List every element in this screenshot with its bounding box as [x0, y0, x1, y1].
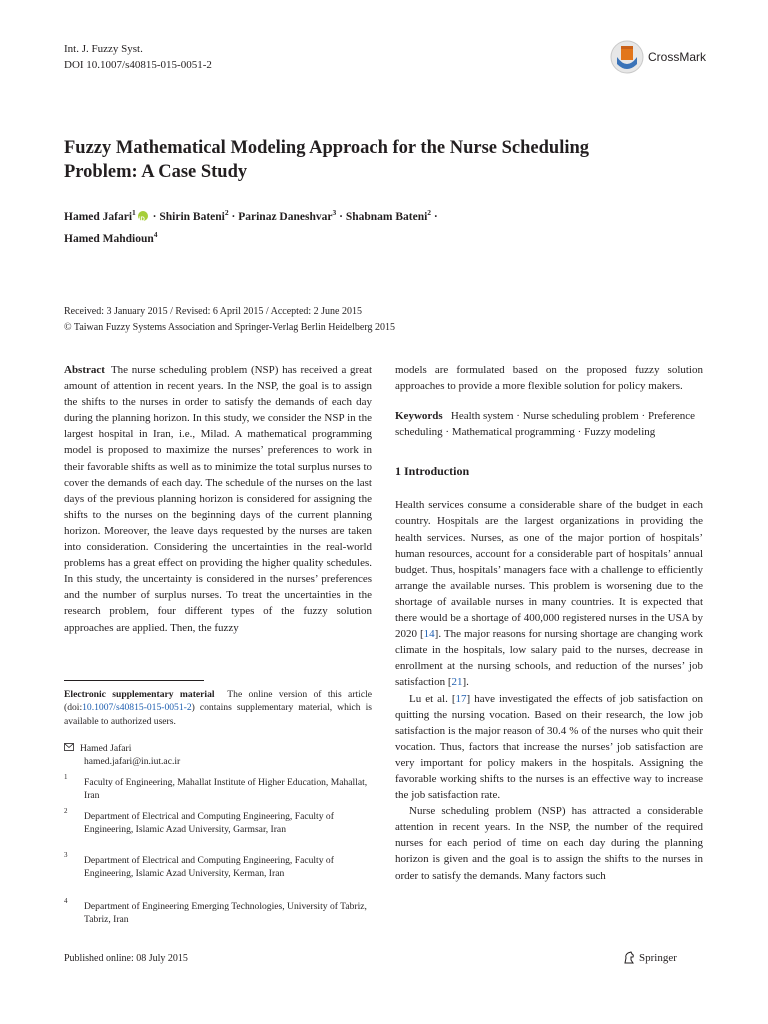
intro-paragraph-2: [395, 691, 703, 804]
keywords-label: Keywords: [395, 410, 443, 423]
journal-name: Int. J. Fuzzy Syst.: [64, 43, 143, 55]
author-affil-sup: 2: [224, 208, 229, 217]
affiliation-item: [64, 851, 372, 881]
author-separator: ·: [433, 210, 438, 223]
article-dates: [64, 304, 395, 336]
abstract-text: The nurse scheduling problem (NSP) has received a great amount of attention in recent years. In the NSP, the goal is to assign the shifts to the nurses in order to satisfy the demands of each day during the planning horizon. In this study, we consider the NSP in the largest hospital in Iran, i.e., Milad. A mathematical programming model is proposed to maximize the nurses’ preferences to work in their favorable shifts as well as to minimize the total surplus nurses to cover the demands of each day. The schedule of the nurses on the last days of the previous planning horizon is considered for assigning the shifts to the nurses on the beginning days of the current planning horizon. Moreover, the leave days requested by the nurses are taken into consideration. Considering the uncertainties in the real-world problems has a great effect on providing the higher quality schedules. In this study, the uncertainty is considered in the nurses’ preferences and the number of surplus nurses. To treat the uncertainties in the research problem, four different types of the fuzzy solution approaches are applied. Then, the fuzzy: [64, 364, 372, 634]
right-column: [395, 362, 703, 884]
supplementary-text-after: ) contains supplementary material, which is available to authorized users.: [64, 702, 372, 727]
abstract-label: Abstract: [64, 364, 105, 376]
intro-text: ].: [462, 676, 469, 689]
supplementary-paragraph: [64, 688, 372, 728]
supplementary-label: Electronic supplementary material: [64, 689, 215, 700]
keywords-paragraph: [395, 408, 703, 440]
intro-text: Lu et al. [: [409, 692, 456, 705]
publisher-logo: [622, 951, 677, 965]
author-name[interactable]: Hamed Mahdioun: [64, 232, 154, 245]
abstract-paragraph: [64, 362, 372, 636]
author-name[interactable]: Shabnam Bateni: [345, 210, 428, 223]
correspondence-block: [64, 742, 372, 769]
springer-horse-icon: [622, 951, 636, 965]
envelope-icon: [64, 743, 74, 751]
crossmark-icon: [610, 40, 644, 74]
history-dates: Received: 3 January 2015 / Revised: 6 April 2015 / Accepted: 2 June 2015: [64, 306, 362, 317]
corresponding-author: [64, 742, 372, 755]
intro-text: ]. The major reasons for nursing shortage are changing work climate in the hospitals, low salary paid to the nurses, decrease in enrollment at the nursing schools, and reduction of the nurses’ job satisfaction [: [395, 628, 703, 689]
publisher-name: Springer: [639, 952, 677, 964]
supplementary-text-before: The online version of this article (doi:: [64, 689, 373, 714]
author-name[interactable]: Shirin Bateni: [159, 210, 225, 223]
affiliation-item: [64, 807, 372, 837]
author-separator: ·: [152, 210, 157, 223]
article-title: Fuzzy Mathematical Modeling Approach for the Nurse Scheduling Problem: A Case Study: [64, 138, 590, 182]
intro-text: Health services consume a considerable share of the budget in each country. Hospitals are the largest organizations in providing the health services. Nurses, as one of the major portion of hospitals’ human resources, account for a considerable part of hospitals’ annual budget. Thus, hospitals’ managers face with a challenge to efficiently arrange the available nurses. This problem is worsening due to the shortage of available nurses in many countries. It is expected that there would be a shortage of 400,000 registered nurses in the USA by 2020 [: [395, 499, 703, 641]
doi-link[interactable]: 10.1007/s40815-015-0051-2: [82, 702, 192, 714]
author-list: [64, 204, 564, 248]
crossmark-badge[interactable]: [610, 40, 706, 76]
affiliation-text: Faculty of Engineering, Mahallat Institute of Higher Education, Mahallat, Iran: [84, 777, 368, 802]
author-affil-sup: 1: [132, 208, 136, 217]
intro-paragraph-3: Nurse scheduling problem (NSP) has attracted a considerable attention in recent years. In the NSP, the number of the required nurses for each period of time on each day during the planning horizon is given and the goal is to assign the shifts to the nurses in order to satisfy the demands. Many factors such: [395, 805, 703, 882]
intro-text: ] have investigated the effects of job satisfaction on quitting the nursing vocation. Based on their research, the low job satisfaction is the major reason of 30.4 % of the nurses who quit their vocation. Thus, factors that increase the nurses’ job satisfaction are very important for policy makers in the hospitals. Assigning the favorable working shifts to the nurses is an effective way to increase the job satisfaction rate.: [395, 692, 703, 802]
affiliation-number: 4: [64, 897, 68, 905]
affiliation-item: [64, 773, 372, 803]
published-date: Published online: 08 July 2015: [64, 953, 188, 964]
journal-header: [64, 42, 212, 73]
footnote-rule: [64, 680, 204, 681]
affiliation-text: Department of Electrical and Computing Engineering, Faculty of Engineering, Islamic Azad University, Garmsar, Iran: [84, 811, 334, 836]
copyright-line: © Taiwan Fuzzy Systems Association and Springer-Verlag Berlin Heidelberg 2015: [64, 322, 395, 333]
crossmark-label: CrossMark: [648, 50, 707, 64]
affiliation-number: 1: [64, 773, 68, 781]
left-column: [64, 362, 372, 636]
corresponding-email[interactable]: hamed.jafari@in.iut.ac.ir: [84, 756, 181, 768]
keywords-text: Health system · Nurse scheduling problem · Preference scheduling · Mathematical programming · Fuzzy modeling: [395, 410, 695, 439]
citation-link[interactable]: 21: [451, 676, 463, 689]
author-separator: ·: [231, 210, 236, 223]
article-doi: DOI 10.1007/s40815-015-0051-2: [64, 58, 212, 71]
affiliation-item: [64, 897, 372, 927]
orcid-icon[interactable]: [138, 211, 148, 221]
section-heading-introduction: 1 Introduction: [395, 464, 470, 479]
author-affil-sup: 3: [332, 208, 337, 217]
author-affil-sup: 4: [153, 229, 158, 239]
supplementary-note: [64, 688, 372, 728]
citation-link[interactable]: 17: [455, 692, 467, 705]
intro-paragraph-1: [395, 497, 703, 690]
affiliation-text: Department of Engineering Emerging Technologies, University of Tabriz, Tabriz, Iran: [84, 901, 367, 926]
author-name[interactable]: Hamed Jafari: [64, 210, 133, 223]
author-affil-sup: 2: [427, 208, 432, 217]
author-separator: ·: [339, 210, 343, 223]
corresponding-author-name: Hamed Jafari: [80, 743, 132, 754]
citation-link[interactable]: 14: [423, 628, 435, 641]
affiliation-number: 3: [64, 851, 68, 859]
abstract-continuation: models are formulated based on the proposed fuzzy solution approaches to provide a more flexible solution for policy makers.: [395, 364, 703, 393]
author-name[interactable]: Parinaz Daneshvar: [238, 210, 333, 223]
affiliation-number: 2: [64, 807, 68, 815]
affiliation-text: Department of Electrical and Computing Engineering, Faculty of Engineering, Islamic Azad University, Kerman, Iran: [84, 855, 334, 880]
